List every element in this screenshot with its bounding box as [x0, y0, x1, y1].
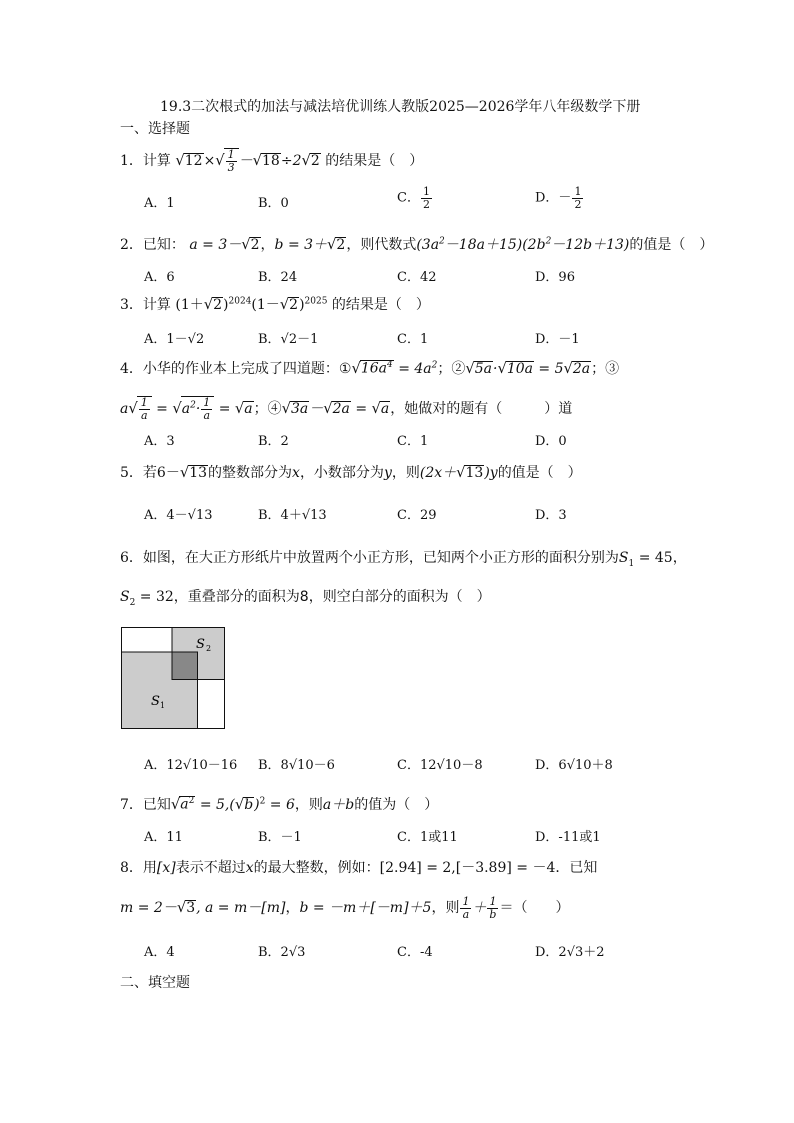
page-title: 19.3二次根式的加法与减法培优训练人教版2025—2026学年八年级数学下册: [160, 99, 641, 115]
q2-option-c[interactable]: C．42: [397, 270, 437, 285]
q3-option-a[interactable]: A．1－√2: [144, 332, 205, 347]
q1-option-b[interactable]: B．0: [258, 196, 289, 211]
q3-option-b[interactable]: B．√2－1: [258, 332, 319, 347]
q7-option-b[interactable]: B．－1: [258, 830, 302, 845]
squares-figure: [121, 627, 227, 730]
q5-option-c[interactable]: C．29: [397, 508, 437, 523]
q3-option-c[interactable]: C．1: [397, 332, 429, 347]
q1-option-a[interactable]: A．1: [144, 196, 175, 211]
question-5: 5．若6－√13的整数部分为x，小数部分为y，则(2x＋√13)y的值是（ ）: [120, 464, 582, 481]
question-7: 7．已知$√a^2 = 5,(√b)^2 = 6$，则a＋b的值为（ ）: [120, 796, 439, 813]
question-2: 2．已知： a = 3－√2，b = 3＋√2，则代数式$(3a^2-18a+15)(2b^2-12b+13)$的值是（ ）: [120, 236, 714, 253]
label-s1: S: [151, 694, 160, 709]
q6-option-b[interactable]: B．8√10－6: [258, 758, 335, 773]
question-3: 3．计算 $(1+√2)^{2024}(1-√2)^{2025}$ 的结果是（ ）: [120, 296, 430, 313]
question-6-line1: 6．如图，在大正方形纸片中放置两个小正方形，已知两个小正方形的面积分别为$S_1 = 45$，: [120, 550, 687, 569]
q4-option-c[interactable]: C．1: [397, 434, 429, 449]
q7-option-c[interactable]: C．1或11: [397, 830, 458, 845]
q4-option-a[interactable]: A．3: [144, 434, 175, 449]
q6-option-c[interactable]: C．12√10－8: [397, 758, 483, 773]
q5-option-b[interactable]: B．4＋√13: [258, 508, 327, 523]
q7-option-a[interactable]: A．11: [144, 830, 183, 845]
q1-option-d[interactable]: D．－ $\frac{1}{2}$: [535, 185, 582, 211]
question-4-line2: a√ $\frac{1}{a}$ = $√a^2\cdot$ $\frac{1}{a}$ = √a；④√3a－√2a = √a，她做对的题有（ ）道: [120, 396, 573, 422]
q4-option-b[interactable]: B．2: [258, 434, 289, 449]
q2-option-d[interactable]: D．96: [535, 270, 575, 285]
overlap-region: [172, 652, 198, 680]
q5-option-a[interactable]: A．4－√13: [144, 508, 213, 523]
q8-option-b[interactable]: B．2√3: [258, 945, 306, 960]
label-s1-sub: 1: [160, 701, 166, 710]
question-6-line2: $S_2 = 32$，重叠部分的面积为8，则空白部分的面积为（ ）: [120, 589, 491, 608]
q2-option-a[interactable]: A．6: [144, 270, 175, 285]
question-4-line1: 4．小华的作业本上完成了四道题：$①√16a^4 = 4a^2$；②√5a·√10a = 5√2a；③: [120, 360, 620, 377]
q6-option-d[interactable]: D．6√10＋8: [535, 758, 613, 773]
q8-option-a[interactable]: A．4: [144, 945, 175, 960]
section-fill: 二、填空题: [120, 975, 190, 991]
section-choice: 一、选择题: [120, 121, 190, 137]
question-1: 1．计算 √12×√ $\frac{1}{3}$ －√18÷2√2 的结果是（ ）: [120, 148, 424, 174]
q8-option-d[interactable]: D．2√3＋2: [535, 945, 605, 960]
q4-option-d[interactable]: D．0: [535, 434, 567, 449]
question-8-line1: 8．用[x]表示不超过x的最大整数，例如：[2.94] = 2,[－3.89] = －4．已知: [120, 860, 598, 876]
q7-option-d[interactable]: D．-11或1: [535, 830, 601, 845]
question-8-line2: m = 2－√3, a = m－[m]，b = －m＋[－m]＋5，则 $\frac{1}{a}$ ＋ $\frac{1}{b}$ ＝（ ）: [120, 895, 570, 921]
q6-option-a[interactable]: A．12√10－16: [144, 758, 238, 773]
q5-option-d[interactable]: D．3: [535, 508, 567, 523]
q3-option-d[interactable]: D．－1: [535, 332, 580, 347]
label-s2-sub: 2: [206, 644, 212, 653]
label-s2: S: [196, 637, 205, 652]
q2-option-b[interactable]: B．24: [258, 270, 298, 285]
q1-option-c[interactable]: C． $\frac{1}{2}$: [397, 185, 430, 211]
q8-option-c[interactable]: C．-4: [397, 945, 433, 960]
